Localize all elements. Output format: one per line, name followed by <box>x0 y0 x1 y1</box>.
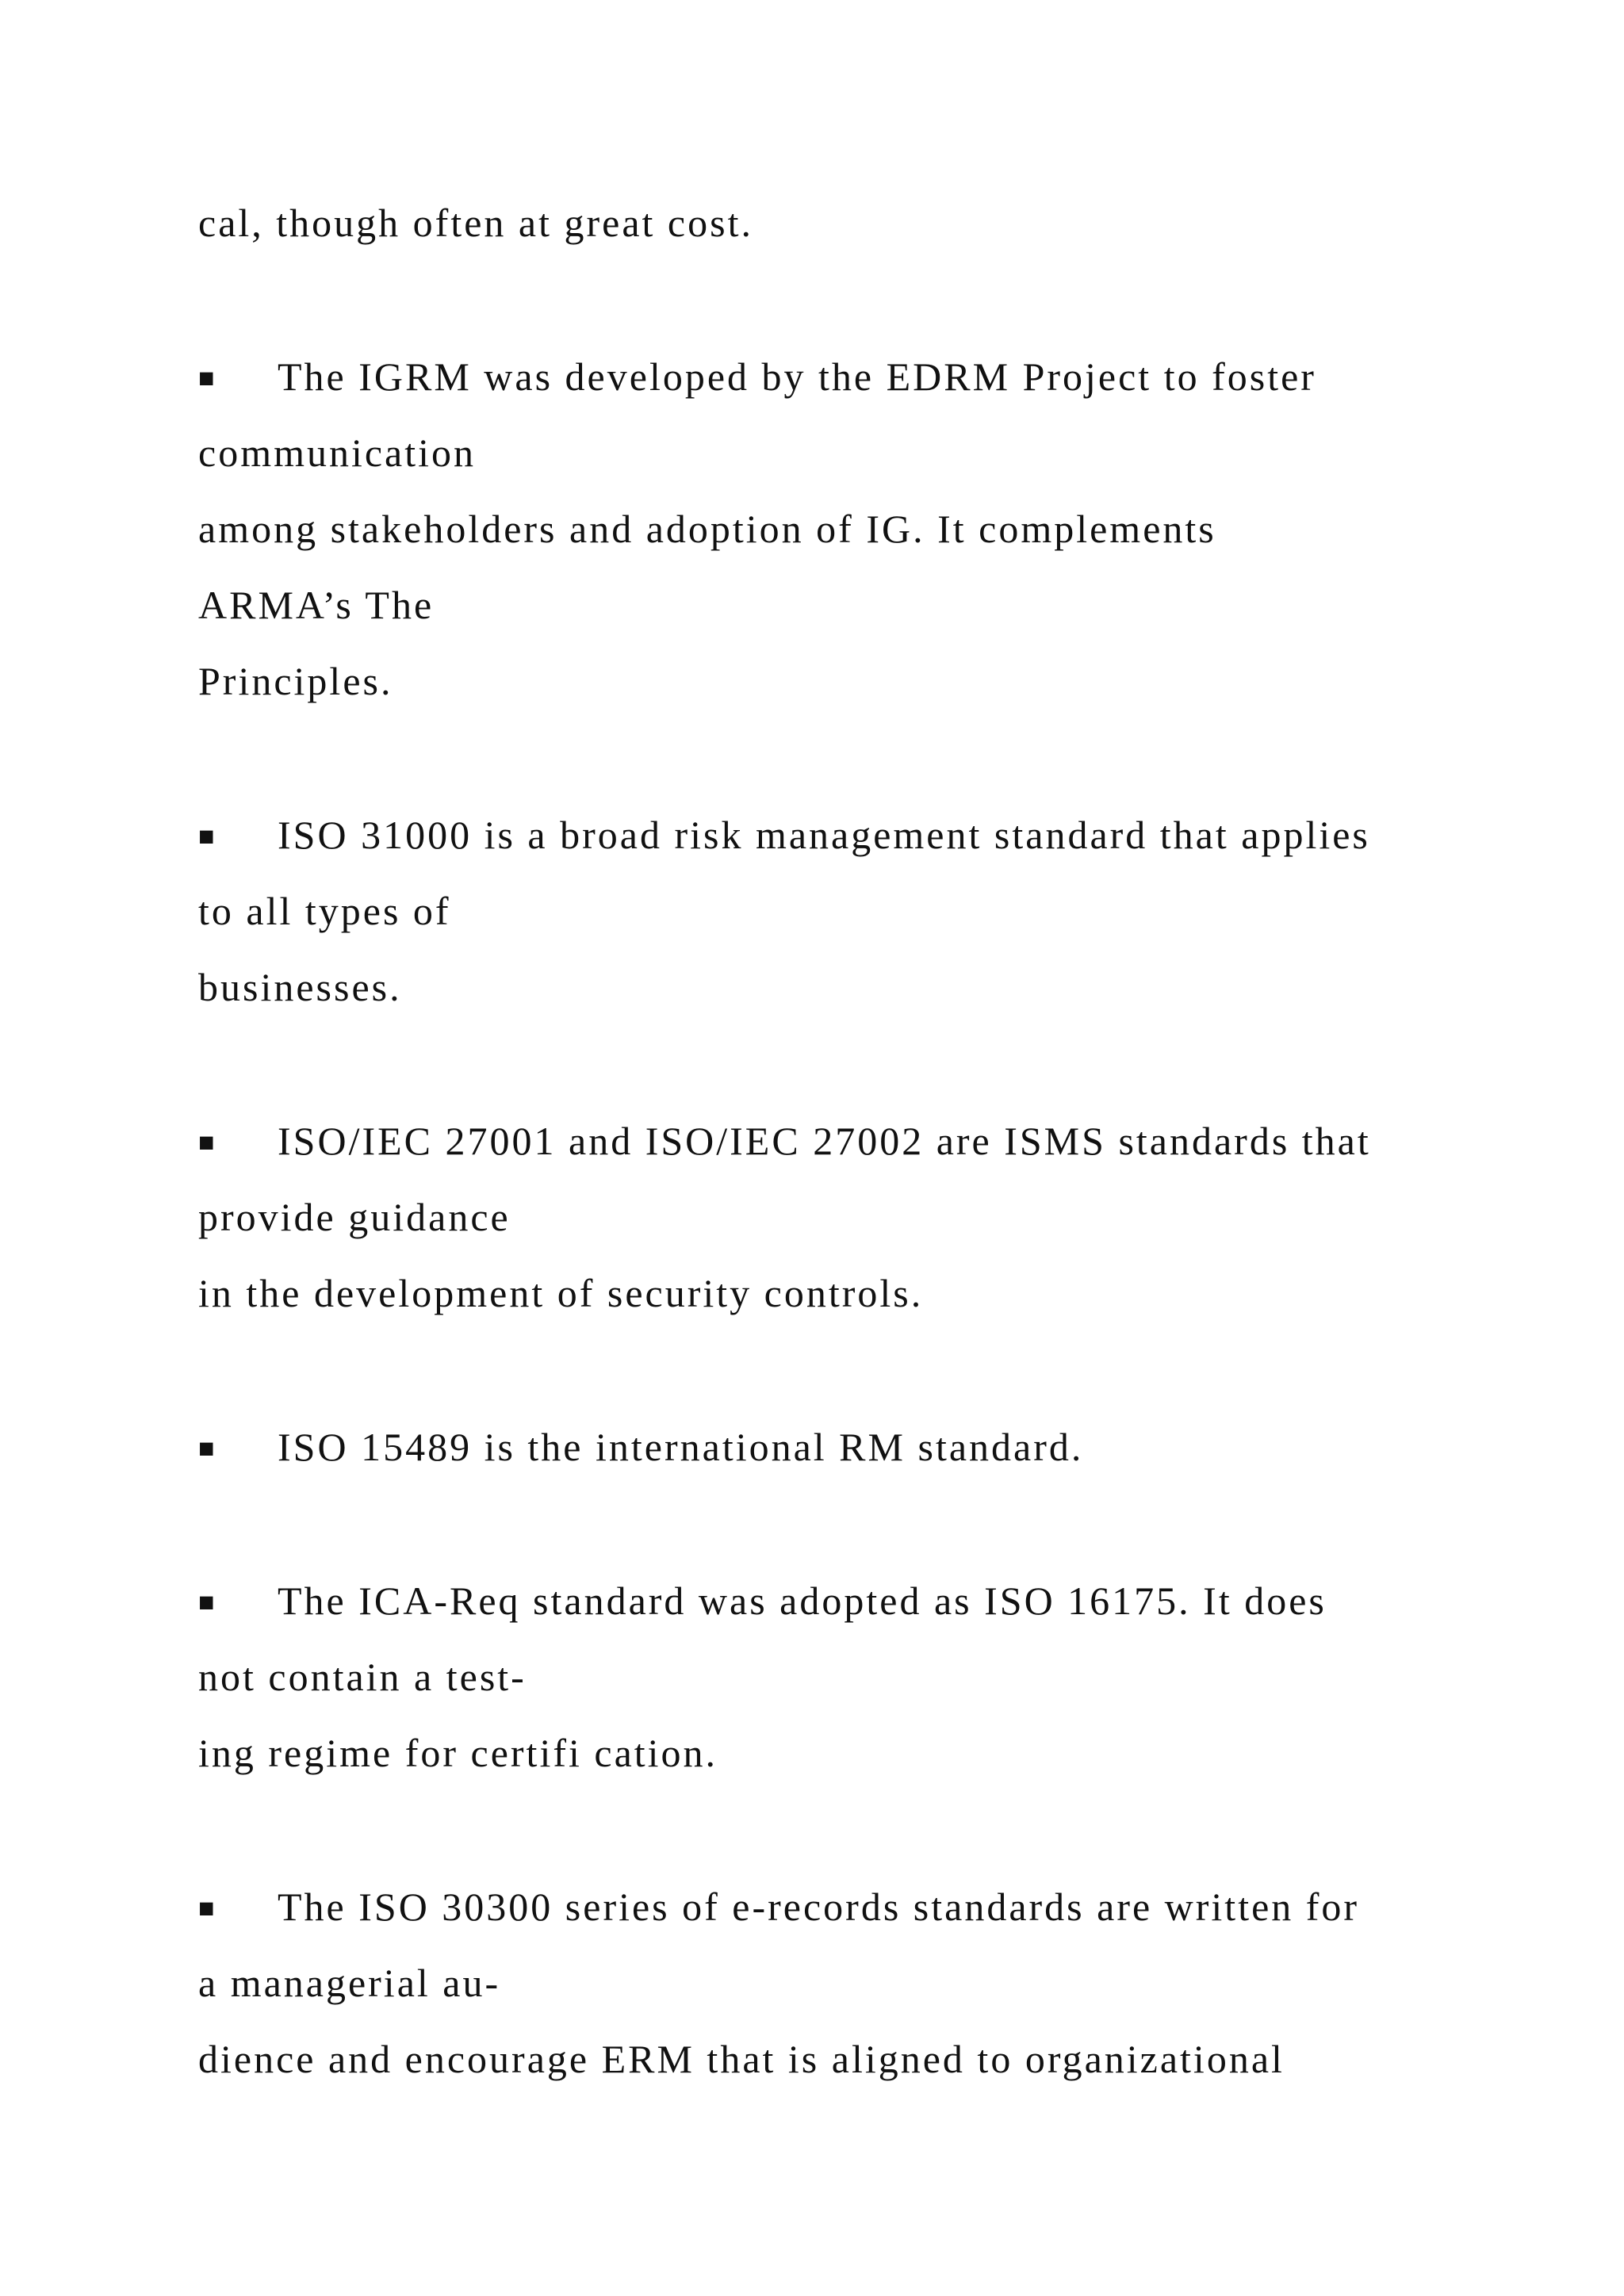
text-line: ARMA’s The <box>198 583 435 627</box>
text-line: communication <box>198 430 477 475</box>
bullet-square-icon: ■ <box>198 1128 217 1158</box>
bullet-square-icon: ■ <box>198 822 217 851</box>
bullet-text: The ISO 30300 series of e-records standards are written for <box>278 1885 1360 1929</box>
text-line: among stakeholders and adoption of IG. It complements <box>198 507 1216 551</box>
bullet-item-igrm <box>198 354 1316 399</box>
bullet-item-iso-31000 <box>198 815 1370 855</box>
bullet-text: ISO 15489 is the international RM standard. <box>278 1425 1084 1469</box>
bullet-item-iso-30300 <box>198 1887 1359 1927</box>
bullet-square-icon: ■ <box>198 364 217 393</box>
text-line: a managerial au- <box>198 1961 501 2005</box>
text-line: provide guidance <box>198 1195 511 1239</box>
bullet-text: ISO 31000 is a broad risk management standard that applies <box>278 813 1370 857</box>
text-line: to all types of <box>198 889 451 933</box>
bullet-text: ISO/IEC 27001 and ISO/IEC 27002 are ISMS standards that <box>278 1119 1371 1163</box>
text-line: in the development of security controls. <box>198 1271 924 1315</box>
text-line: Principles. <box>198 659 393 703</box>
text-line: not contain a test- <box>198 1655 527 1699</box>
bullet-square-icon: ■ <box>198 1894 217 1923</box>
bullet-square-icon: ■ <box>198 1588 217 1617</box>
text-line: cal, though often at great cost. <box>198 201 753 245</box>
bullet-text: The IGRM was developed by the EDRM Project to foster <box>278 354 1316 399</box>
text-line: ing regime for certifi cation. <box>198 1731 718 1775</box>
text-line: dience and encourage ERM that is aligned to organizational <box>198 2037 1285 2081</box>
bullet-item-ica-req <box>198 1578 1327 1623</box>
bullet-item-iso-15489 <box>198 1427 1083 1467</box>
text-line: businesses. <box>198 965 402 1009</box>
bullet-text: The ICA-Req standard was adopted as ISO 16175. It does <box>278 1578 1327 1623</box>
bullet-item-iso-iec-27001 <box>198 1121 1371 1161</box>
bullet-square-icon: ■ <box>198 1434 217 1464</box>
